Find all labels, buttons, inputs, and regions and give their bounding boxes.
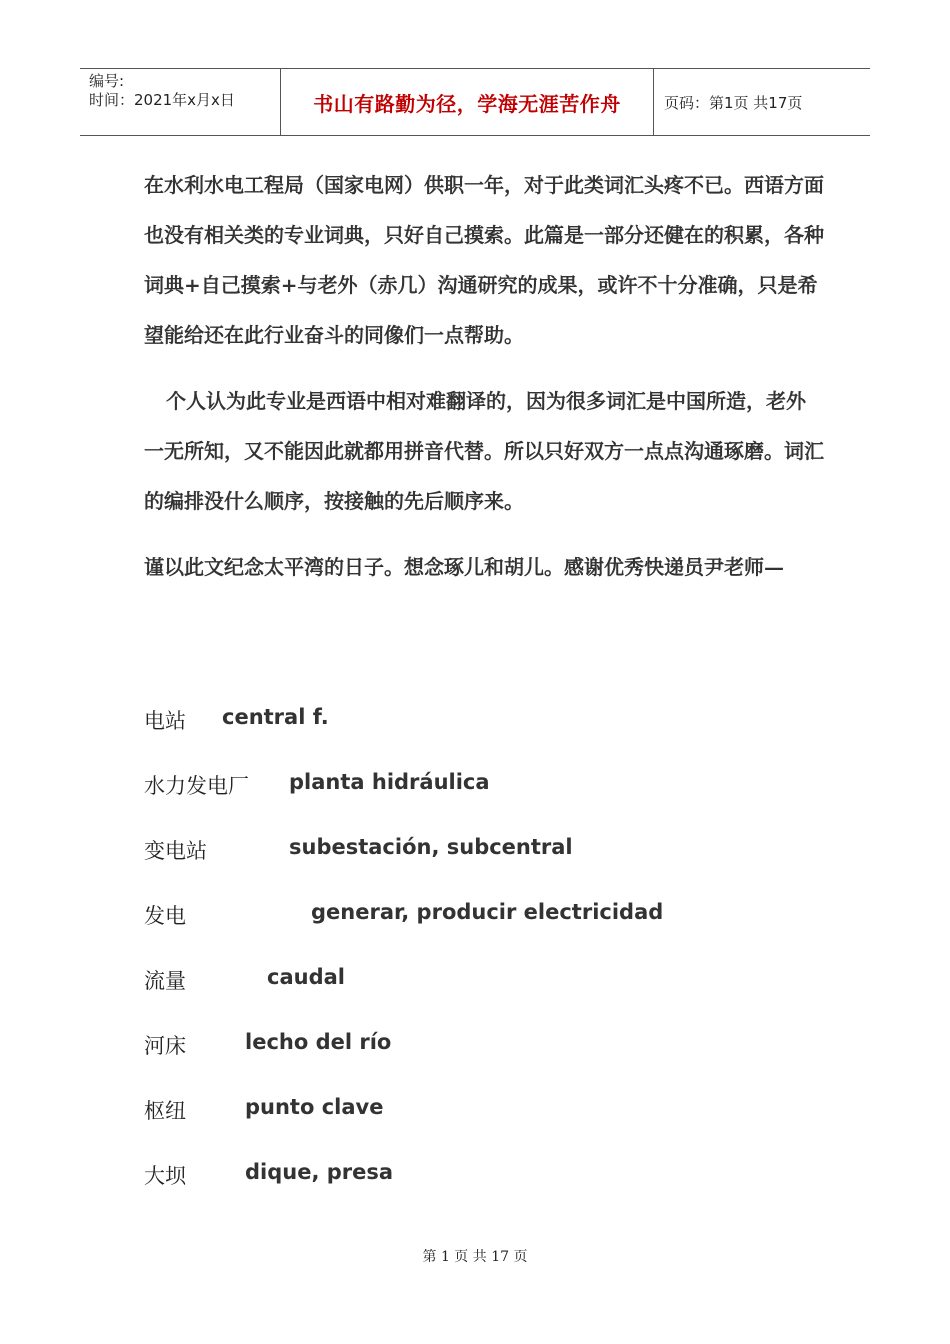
header-page-cell [654,69,870,135]
term-chinese: 变电站 [144,839,207,863]
page-label: 页码：第1页 共17页 [664,93,803,112]
page-footer: 第 1 页 共 17 页 [422,1249,528,1265]
paragraph-intro: 在水利水电工程局（国家电网）供职一年，对于此类词汇头疼不已。西语方面也没有相关类的专业词典，只好自己摸索。此篇是一部分还健在的积累，各种词典+自己摸索+与老外（赤几）沟通研究的成果，或许不十分准确，只是希望能给还在此行业奋斗的同像们一点帮助。 [144,173,824,347]
term-chinese: 发电 [144,904,186,928]
term-chinese: 大坝 [144,1164,186,1188]
term-spanish: subestación, subcentral [289,835,573,859]
term-chinese: 流量 [144,969,186,993]
term-row [144,965,844,1030]
intro-text [144,160,824,592]
term-spanish: generar, producir electricidad [311,900,664,924]
header-table [80,68,870,136]
term-chinese: 枢纽 [144,1099,186,1123]
term-spanish: central f. [222,705,329,729]
term-row [144,1160,844,1225]
header-motto-cell [281,69,654,135]
term-spanish: dique, presa [245,1160,394,1184]
term-row [144,835,844,900]
time-label: 时间：2021年x月x日 [89,91,235,109]
motto: 书山有路勤为径，学海无涯苦作舟 [313,91,621,116]
term-chinese: 河床 [144,1034,186,1058]
term-row [144,900,844,965]
number-label: 编号: [89,72,125,90]
term-spanish: lecho del río [245,1030,392,1054]
term-spanish: caudal [267,965,345,989]
term-spanish: punto clave [245,1095,384,1119]
term-chinese: 电站 [144,709,186,733]
term-chinese: 水力发电厂 [144,774,249,798]
term-row [144,705,844,770]
paragraph-dedication: 谨以此文纪念太平湾的日子。想念琢儿和胡儿。感谢优秀快递员尹老师— [144,555,784,579]
term-spanish: planta hidráulica [289,770,490,794]
term-row [144,770,844,835]
term-row [144,1030,844,1095]
term-list [144,705,844,1225]
term-row [144,1095,844,1160]
paragraph-opinion: 个人认为此专业是西语中相对难翻译的，因为很多词汇是中国所造，老外一无所知，又不能因此就都用拼音代替。所以只好双方一点点沟通琢磨。词汇的编排没什么顺序，按接触的先后顺序来。 [144,389,824,513]
header-meta-cell [80,69,281,135]
